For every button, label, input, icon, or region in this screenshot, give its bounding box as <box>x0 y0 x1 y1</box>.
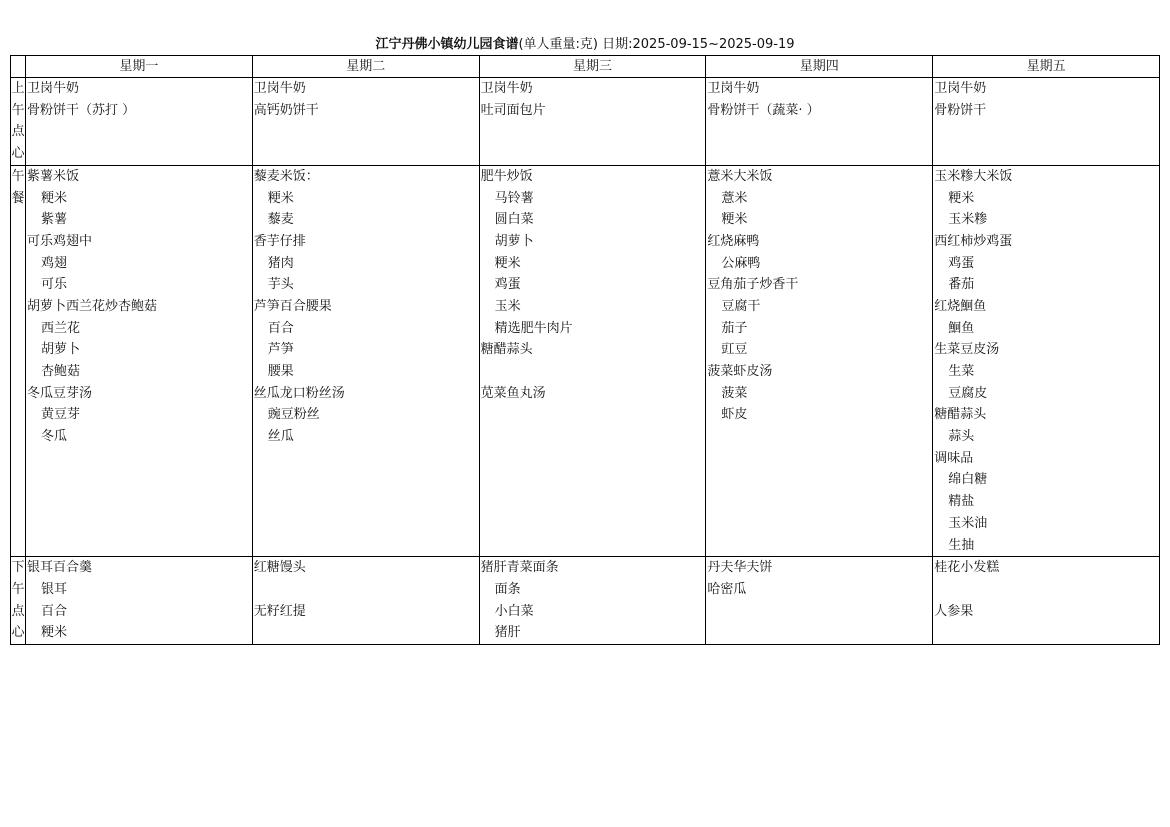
ingredient-item: 西兰花 <box>41 320 81 336</box>
ingredient-item: 猪肝 <box>494 625 521 641</box>
dish-item: 糖醋蒜头 <box>480 342 533 358</box>
ingredient-item: 马铃薯 <box>494 190 534 206</box>
ingredient-item: 玉米 <box>494 298 521 314</box>
day-header-mon: 星期一 <box>26 56 253 78</box>
ingredient-item: 胡萝卜 <box>41 342 81 358</box>
menu-cell <box>26 165 253 556</box>
dish-item: 卫岗牛奶 <box>934 81 987 96</box>
dish-item: 卫岗牛奶 <box>480 81 533 96</box>
ingredient-item: 玉米糁 <box>948 212 988 228</box>
ingredient-item: 菠菜 <box>721 385 748 401</box>
ingredient-item: 粳米 <box>41 190 68 206</box>
blank-line <box>933 579 1159 601</box>
dish-item: 红烧鮰鱼 <box>934 298 987 314</box>
row-label-afternoon-snack: 下午点心 <box>11 557 26 645</box>
ingredient-item: 粳米 <box>721 212 748 228</box>
menu-cell <box>933 165 1160 556</box>
dish-item: 哈密瓜 <box>707 581 747 597</box>
ingredient-item: 薏米 <box>721 190 748 206</box>
dish-item: 红糖馒头 <box>253 560 306 576</box>
ingredient-item: 粳米 <box>267 190 294 206</box>
dish-item: 豆角茄子炒香干 <box>707 277 799 293</box>
ingredient-item: 番茄 <box>948 277 975 293</box>
menu-cell <box>26 557 253 645</box>
menu-cell <box>706 78 933 166</box>
row-label-morning-snack: 上午点心 <box>11 78 26 166</box>
ingredient-item: 粳米 <box>948 190 975 206</box>
blank-line <box>480 361 706 383</box>
ingredient-item: 生菜 <box>948 364 975 379</box>
ingredient-item: 豆腐干 <box>721 298 761 314</box>
ingredient-item: 豆腐皮 <box>948 385 988 401</box>
dish-item: 紫薯米饭 <box>27 168 80 184</box>
ingredient-item: 粳米 <box>41 625 68 641</box>
menu-cell <box>933 557 1160 645</box>
menu-cell <box>26 78 253 166</box>
dish-item: 可乐鸡翅中 <box>27 233 93 249</box>
day-header-thu: 星期四 <box>706 56 933 78</box>
dish-item: 骨粉饼干 <box>934 102 987 118</box>
menu-cell <box>252 78 479 166</box>
dish-item: 吐司面包片 <box>480 102 546 118</box>
dish-item: 无籽红提 <box>253 603 306 619</box>
ingredient-item: 蒜头 <box>948 429 975 445</box>
ingredient-item: 百合 <box>41 603 68 619</box>
blank-line <box>253 579 479 601</box>
ingredient-item: 精盐 <box>948 494 975 510</box>
dish-item: 银耳百合羹 <box>27 560 93 576</box>
dish-item: 苋菜鱼丸汤 <box>480 385 546 401</box>
ingredient-item: 芋头 <box>267 277 294 293</box>
day-header-tue: 星期二 <box>252 56 479 78</box>
weight-and-date: (单人重量:克) 日期:2025-09-15~2025-09-19 <box>518 37 795 52</box>
menu-cell <box>252 165 479 556</box>
ingredient-item: 鸡蛋 <box>494 277 521 293</box>
afternoon-snack-row <box>11 557 1160 645</box>
dish-item: 菠菜虾皮汤 <box>707 364 773 379</box>
ingredient-item: 生抽 <box>948 537 975 553</box>
ingredient-item: 茄子 <box>721 320 748 336</box>
dish-item: 卫岗牛奶 <box>253 81 306 96</box>
menu-cell <box>706 557 933 645</box>
dish-item: 高钙奶饼干 <box>253 102 319 118</box>
corner-cell <box>11 56 26 78</box>
dish-item: 人参果 <box>934 603 974 619</box>
ingredient-item: 鮰鱼 <box>948 320 975 336</box>
menu-cell <box>706 165 933 556</box>
day-header-wed: 星期三 <box>479 56 706 78</box>
ingredient-item: 冬瓜 <box>41 429 68 445</box>
dish-item: 红烧麻鸭 <box>707 233 760 249</box>
dish-item: 胡萝卜西兰花炒杏鲍菇 <box>27 298 158 314</box>
ingredient-item: 胡萝卜 <box>494 233 534 249</box>
ingredient-item: 豇豆 <box>721 342 748 358</box>
ingredient-item: 豌豆粉丝 <box>267 407 320 423</box>
menu-cell <box>479 557 706 645</box>
menu-cell <box>479 165 706 556</box>
ingredient-item: 腰果 <box>267 364 294 379</box>
weekly-menu-table <box>10 55 1160 645</box>
dish-item: 糖醋蒜头 <box>934 407 987 423</box>
dish-item: 芦笋百合腰果 <box>253 298 332 314</box>
dish-item: 卫岗牛奶 <box>707 81 760 96</box>
ingredient-item: 玉米油 <box>948 515 988 531</box>
menu-cell <box>933 78 1160 166</box>
dish-item: 生菜豆皮汤 <box>934 342 1000 358</box>
day-header-fri: 星期五 <box>933 56 1160 78</box>
morning-snack-row <box>11 78 1160 166</box>
dish-item: 薏米大米饭 <box>707 168 773 184</box>
ingredient-item: 丝瓜 <box>267 429 294 445</box>
ingredient-item: 精选肥牛肉片 <box>494 320 573 336</box>
ingredient-item: 绵白糖 <box>948 472 988 488</box>
dish-item: 丝瓜龙口粉丝汤 <box>253 385 345 401</box>
ingredient-item: 杏鲍菇 <box>41 364 81 379</box>
ingredient-item: 鸡蛋 <box>948 255 975 271</box>
ingredient-item: 公麻鸭 <box>721 255 761 271</box>
ingredient-item: 芦笋 <box>267 342 294 358</box>
dish-item: 卫岗牛奶 <box>27 81 80 96</box>
ingredient-item: 鸡翅 <box>41 255 68 271</box>
ingredient-item: 小白菜 <box>494 603 534 619</box>
ingredient-item: 银耳 <box>41 581 68 597</box>
page-title <box>0 36 1170 54</box>
ingredient-item: 猪肉 <box>267 255 294 271</box>
dish-item: 骨粉饼干（苏打 ） <box>27 102 136 118</box>
day-header-row <box>11 56 1160 78</box>
dish-item: 藜麦米饭： <box>253 168 319 184</box>
dish-item: 丹夫华夫饼 <box>707 560 773 576</box>
dish-item: 西红柿炒鸡蛋 <box>934 233 1013 249</box>
ingredient-item: 粳米 <box>494 255 521 271</box>
dish-item: 肥牛炒饭 <box>480 168 533 184</box>
menu-cell <box>479 78 706 166</box>
dish-item: 猪肝青菜面条 <box>480 560 559 576</box>
row-label-lunch: 午餐 <box>11 165 26 556</box>
dish-item: 骨粉饼干（蔬菜· ） <box>707 102 820 118</box>
lunch-row <box>11 165 1160 556</box>
ingredient-item: 百合 <box>267 320 294 336</box>
dish-item: 玉米糁大米饭 <box>934 168 1013 184</box>
ingredient-item: 面条 <box>494 581 521 597</box>
dish-item: 冬瓜豆芽汤 <box>27 385 93 401</box>
ingredient-item: 圆白菜 <box>494 212 534 228</box>
dish-item: 桂花小发糕 <box>934 560 1000 576</box>
menu-cell <box>252 557 479 645</box>
school-name: 江宁丹佛小镇幼儿园食谱 <box>375 37 519 52</box>
ingredient-item: 可乐 <box>41 277 68 293</box>
ingredient-item: 虾皮 <box>721 407 748 423</box>
dish-item: 香芋仔排 <box>253 233 306 249</box>
ingredient-item: 黄豆芽 <box>41 407 81 423</box>
dish-item: 调味品 <box>934 450 974 466</box>
ingredient-item: 紫薯 <box>41 212 68 228</box>
ingredient-item: 藜麦 <box>267 212 294 228</box>
